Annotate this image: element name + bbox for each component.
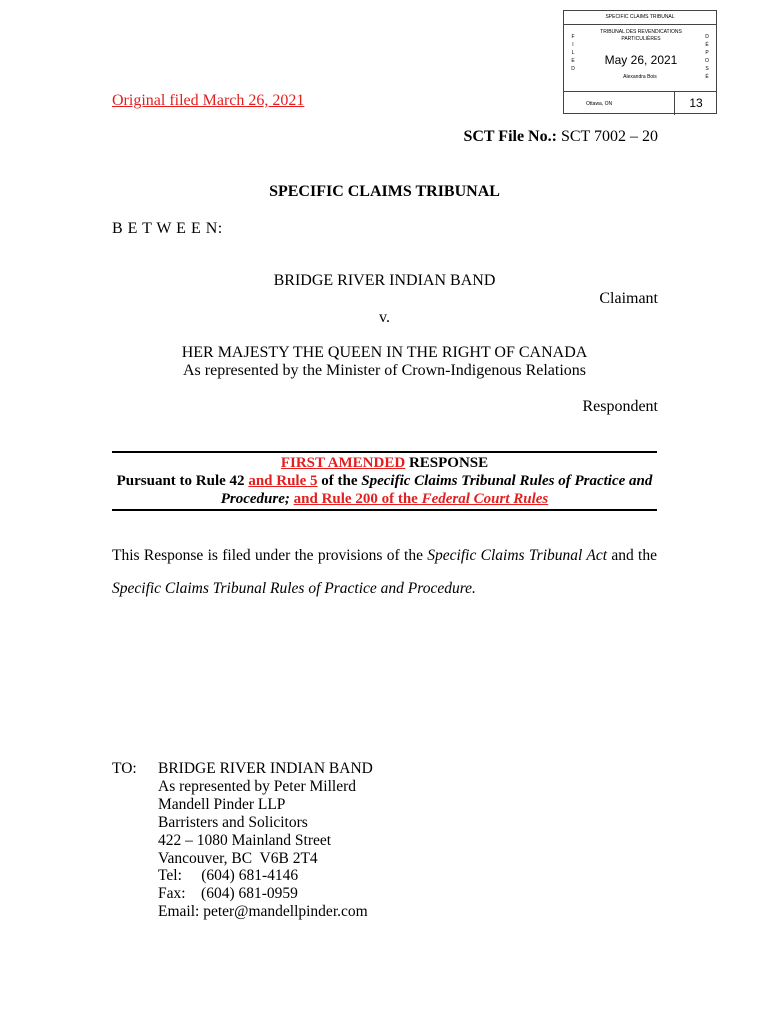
to-line: Vancouver, BC V6B 2T4 xyxy=(158,849,318,867)
to-address-block xyxy=(158,760,373,921)
stamp-tribunal-en: SPECIFIC CLAIMS TRIBUNAL xyxy=(605,14,675,20)
claimant-name: BRIDGE RIVER INDIAN BAND xyxy=(273,272,496,289)
respondent-name: HER MAJESTY THE QUEEN IN THE RIGHT OF CANADA xyxy=(181,344,588,361)
to-line: BRIDGE RIVER INDIAN BAND xyxy=(158,760,373,777)
stamp-document-number: 13 xyxy=(689,96,703,110)
file-number xyxy=(463,128,658,146)
title-line-2: Pursuant to Rule 42 and Rule 5 of the Specific Claims Tribunal Rules of Practice and xyxy=(116,473,653,489)
title-line-1 xyxy=(112,454,657,472)
stamp-depose-vertical: D É P O S É xyxy=(705,34,709,80)
document-title xyxy=(112,454,657,508)
title-line-3: Procedure; and Rule 200 of the Federal Court Rules xyxy=(220,491,549,507)
body-paragraph: This Response is filed under the provisions of the Specific Claims Tribunal Act and the Specific Claims Tribunal Rules of Practice and Procedure. xyxy=(112,547,657,597)
title-amended: FIRST AMENDED xyxy=(280,455,406,471)
to-line: Barristers and Solicitors xyxy=(158,813,308,831)
original-filed-note: Original filed March 26, 2021 xyxy=(112,92,305,109)
versus: v. xyxy=(379,309,390,326)
stamp-filed-vertical: F I L E D xyxy=(571,34,575,72)
file-number-value: SCT 7002 – 20 xyxy=(560,128,658,145)
stamp-city: Ottawa, ON xyxy=(586,101,613,107)
to-line: Email: peter@mandellpinder.com xyxy=(158,903,368,921)
title-top-rule xyxy=(112,451,657,453)
to-label: TO: xyxy=(112,760,137,777)
between-label: B E T W E E N: xyxy=(112,220,223,237)
stamp-clerk: Alexandra Bois xyxy=(623,74,657,80)
stamp-date: May 26, 2021 xyxy=(604,53,678,67)
to-line: Tel: (604) 681-4146 xyxy=(158,867,299,885)
title-response: RESPONSE xyxy=(405,455,489,471)
respondent-represented: As represented by the Minister of Crown-Indigenous Relations xyxy=(182,362,587,379)
to-line: 422 – 1080 Mainland Street xyxy=(158,831,332,849)
to-line: Fax: (604) 681-0959 xyxy=(158,885,298,903)
to-line: Mandell Pinder LLP xyxy=(158,795,286,813)
tribunal-heading: SPECIFIC CLAIMS TRIBUNAL xyxy=(269,183,500,200)
title-bottom-rule xyxy=(112,509,657,511)
filing-stamp xyxy=(563,10,717,114)
stamp-tribunal-fr: TRIBUNAL DES REVENDICATIONS PARTICULIÈRES xyxy=(600,29,682,42)
claimant-role: Claimant xyxy=(599,290,658,307)
respondent-role: Respondent xyxy=(582,398,658,415)
file-number-label: SCT File No.: xyxy=(463,128,557,145)
to-line: As represented by Peter Millerd xyxy=(158,777,356,795)
